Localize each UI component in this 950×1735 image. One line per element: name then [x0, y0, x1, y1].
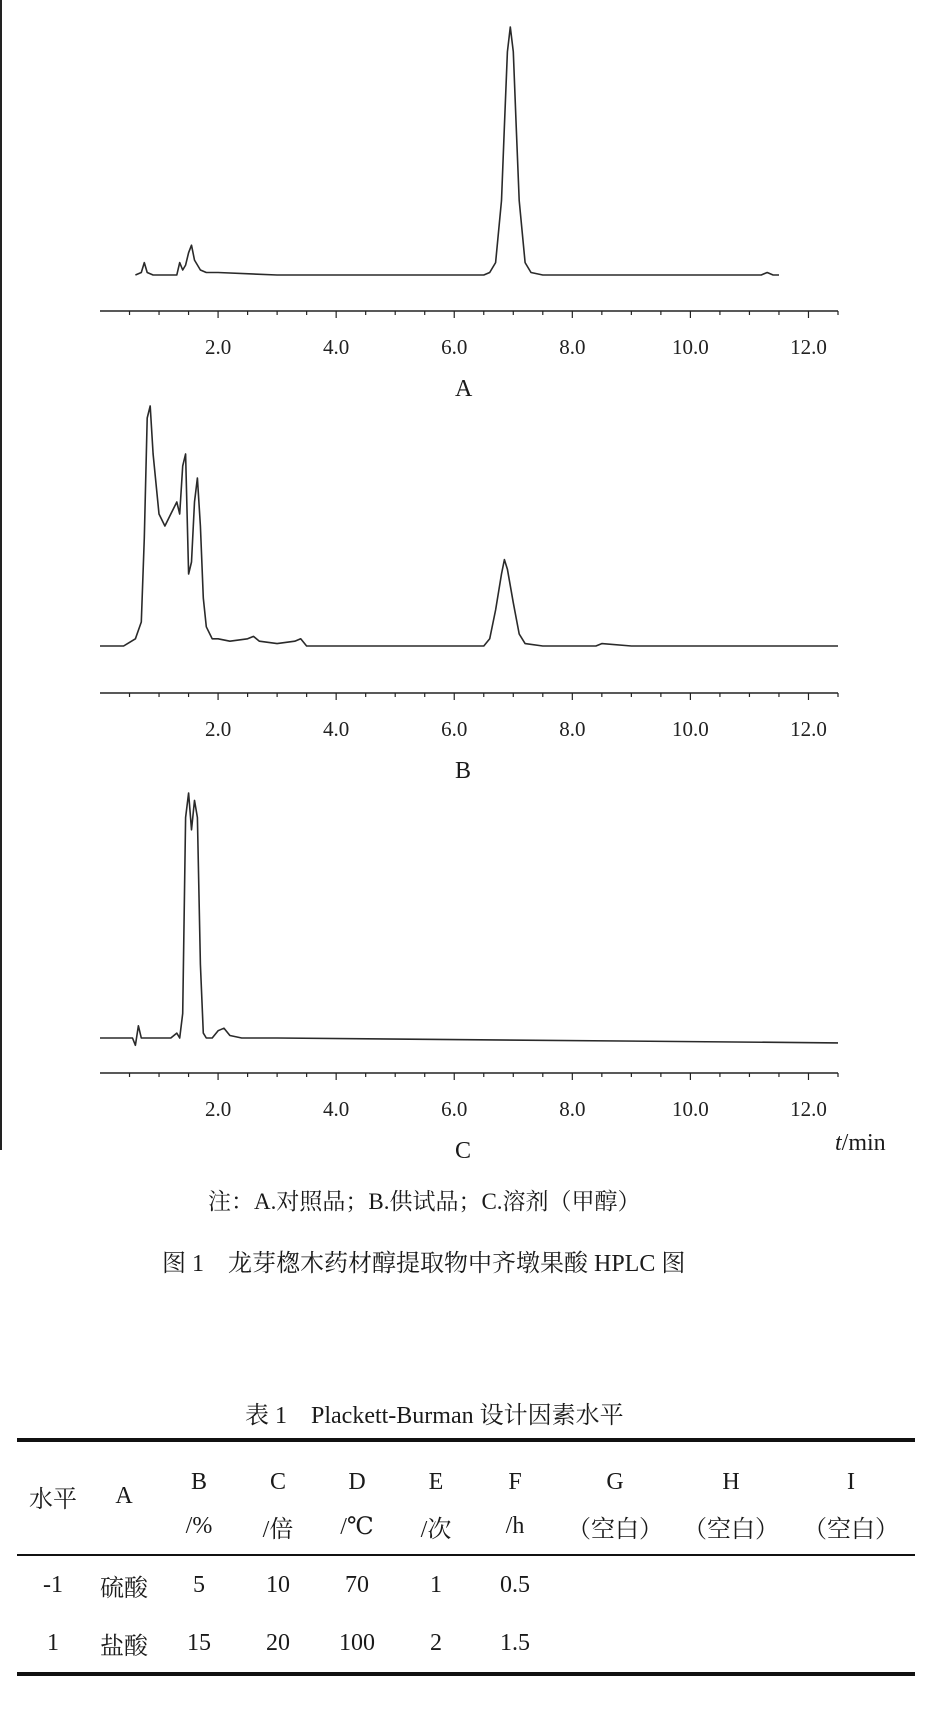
- x-tick-label-A: 4.0: [323, 335, 350, 359]
- table-cell: 1: [47, 1629, 59, 1656]
- table-row: [17, 1614, 915, 1674]
- figure-title: 图 1 龙芽楤木药材醇提取物中齐墩果酸 HPLC 图: [162, 1251, 686, 1277]
- table-title: 表 1 Plackett-Burman 设计因素水平: [245, 1403, 624, 1429]
- unit-f: /h: [505, 1512, 525, 1539]
- header-g: G: [606, 1469, 624, 1495]
- x-tick-label-A: 2.0: [204, 335, 232, 359]
- header-level: 水平: [29, 1486, 77, 1513]
- table-cell: 5: [193, 1571, 205, 1598]
- table-cell: 0.5: [500, 1571, 530, 1598]
- header-e: E: [428, 1469, 444, 1495]
- header-d: D: [348, 1469, 366, 1495]
- unit-i: （空白）: [803, 1516, 899, 1543]
- table-cell: -1: [43, 1571, 63, 1598]
- x-tick-label-A: 10.0: [672, 335, 709, 359]
- x-tick-label-B: 4.0: [323, 717, 350, 741]
- table-cell: 100: [339, 1629, 375, 1656]
- table-cell: 10: [266, 1571, 290, 1598]
- x-axis-unit-symbol: t: [835, 1130, 842, 1156]
- header-a: A: [115, 1482, 133, 1509]
- table-cell: 2: [430, 1629, 442, 1656]
- unit-h: （空白）: [683, 1516, 779, 1543]
- panel-label-b: B: [455, 758, 472, 784]
- chromatogram-trace-B: [100, 406, 838, 646]
- x-tick-label-A: 12.0: [790, 335, 827, 359]
- header-h: H: [722, 1469, 740, 1495]
- table-cell: [555, 1555, 675, 1614]
- table-cell: [787, 1614, 915, 1674]
- header-i: I: [847, 1469, 855, 1495]
- panel-label-a: A: [455, 376, 473, 402]
- table-cell: 盐酸: [100, 1633, 148, 1660]
- unit-g: （空白）: [567, 1516, 663, 1543]
- table-cell: [555, 1614, 675, 1674]
- x-tick-label-A: 6.0: [441, 335, 468, 359]
- chromatogram-trace-A: [135, 27, 779, 275]
- x-tick-label-C: 6.0: [441, 1097, 468, 1121]
- table-cell: 70: [345, 1571, 369, 1598]
- x-tick-label-B: 6.0: [441, 717, 468, 741]
- x-tick-label-B: 2.0: [204, 717, 232, 741]
- x-tick-label-B: 12.0: [790, 717, 827, 741]
- unit-c: /倍: [262, 1516, 294, 1543]
- x-axis-unit-suffix: /min: [841, 1130, 886, 1156]
- x-tick-label-C: 10.0: [672, 1097, 709, 1121]
- table-cell: [675, 1555, 787, 1614]
- x-tick-label-A: 8.0: [559, 335, 586, 359]
- x-tick-label-C: 12.0: [790, 1097, 827, 1121]
- unit-e: /次: [420, 1516, 452, 1543]
- table-cell: 1: [430, 1571, 442, 1598]
- chromatogram-trace-C: [100, 793, 838, 1045]
- table-cell: [675, 1614, 787, 1674]
- table-cell: 硫酸: [100, 1575, 148, 1602]
- x-axis-unit: [835, 1130, 886, 1157]
- plackett-burman-table: [17, 1440, 915, 1676]
- unit-d: /℃: [340, 1513, 374, 1540]
- panel-label-c: C: [455, 1138, 472, 1164]
- table-cell: [787, 1555, 915, 1614]
- table-cell: 20: [266, 1629, 290, 1656]
- x-tick-label-B: 10.0: [672, 717, 709, 741]
- header-b: B: [190, 1469, 207, 1495]
- figure-note: 注：A.对照品；B.供试品；C.溶剂（甲醇）: [208, 1189, 641, 1214]
- x-tick-label-C: 8.0: [559, 1097, 586, 1121]
- table-cell: 1.5: [500, 1629, 530, 1656]
- x-tick-label-C: 4.0: [323, 1097, 350, 1121]
- table-cell: 15: [187, 1629, 211, 1656]
- table-row: [17, 1555, 915, 1614]
- x-tick-label-C: 2.0: [204, 1097, 232, 1121]
- header-f: F: [508, 1469, 522, 1495]
- x-tick-label-B: 8.0: [559, 717, 586, 741]
- header-c: C: [269, 1469, 286, 1495]
- unit-b: /%: [185, 1512, 213, 1539]
